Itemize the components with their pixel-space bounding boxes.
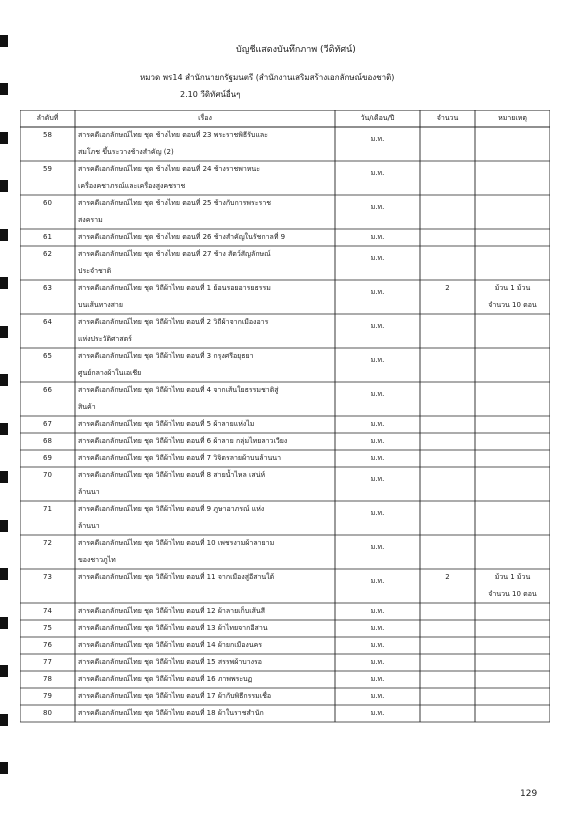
row-date: ม.ท. [370, 577, 385, 585]
row-date: ม.ท. [370, 624, 385, 632]
row-title-line1: สารคดีเอกลักษณ์ไทย ชุด วิถีผ้าไทย ตอนที่ 12 ผ้าลายเก็บเส้นสี [78, 607, 265, 615]
page-title: บัญชีแสดงบันทึกภาพ (วีดิทัศน์) [236, 45, 356, 55]
row-note-line2: จำนวน 10 ตอน [488, 590, 537, 598]
records-table [20, 110, 550, 773]
row-qty: 2 [445, 284, 450, 292]
binding-mark [0, 277, 8, 289]
binding-mark [0, 374, 8, 386]
row-title-line2: เครื่องคชาภรณ์และเครื่องสูงคชราช [78, 182, 186, 190]
row-title-line1: สารคดีเอกลักษณ์ไทย ชุด วิถีผ้าไทย ตอนที่ 10 เพชรงามผ้าลายาม [78, 539, 275, 547]
row-number: 69 [43, 454, 52, 462]
row-number: 71 [43, 505, 52, 513]
row-number: 79 [43, 692, 52, 700]
row-title-line1: สารคดีเอกลักษณ์ไทย ชุด วิถีผ้าไทย ตอนที่ 2 วิถีผ้าจากเมืองอาร [78, 318, 269, 326]
row-title-line2: ของชาวภูไท [78, 556, 116, 564]
row-note-line1: ม้วน 1 ม้วน [494, 573, 531, 581]
binding-mark [0, 762, 8, 774]
row-number: 72 [43, 539, 52, 547]
row-date: ม.ท. [370, 233, 385, 241]
row-title-line2: ประจำชาติ [78, 267, 112, 275]
row-date: ม.ท. [370, 254, 385, 262]
row-title-line1: สารคดีเอกลักษณ์ไทย ชุด วิถีผ้าไทย ตอนที่ 1 ย้อนรอยอารยธรรม [78, 284, 271, 292]
row-date: ม.ท. [370, 390, 385, 398]
row-title-line1: สารคดีเอกลักษณ์ไทย ชุด วิถีผ้าไทย ตอนที่ 16 ภาพพระบฏ [78, 675, 253, 683]
binding-mark [0, 132, 8, 144]
binding-mark [0, 665, 8, 677]
row-number: 61 [43, 233, 52, 241]
header-no: ลำดับที่ [36, 114, 59, 122]
binding-mark [0, 180, 8, 192]
header-remarks: หมายเหตุ [498, 114, 527, 122]
row-title-line1: สารคดีเอกลักษณ์ไทย ชุด วิถีผ้าไทย ตอนที่ 5 ผ้าลายแห่งไม [78, 420, 255, 428]
binding-mark [0, 520, 8, 532]
row-title-line1: สารคดีเอกลักษณ์ไทย ชุด วิถีผ้าไทย ตอนที่ 14 ผ้ายกเมืองนคร [78, 641, 263, 649]
row-date: ม.ท. [370, 692, 385, 700]
row-number: 74 [43, 607, 52, 615]
row-date: ม.ท. [370, 322, 385, 330]
binding-mark [0, 423, 8, 435]
row-date: ม.ท. [370, 543, 385, 551]
page-number: 129 [520, 789, 538, 799]
row-title-line1: สารคดีเอกลักษณ์ไทย ชุด วิถีผ้าไทย ตอนที่ 17 ผ้ากับพิธีกรรมเชื่อ [78, 692, 272, 700]
row-title-line2: บนเส้นทางสาย [78, 301, 123, 309]
row-date: ม.ท. [370, 675, 385, 683]
row-date: ม.ท. [370, 607, 385, 615]
row-title-line2: สินค้า [78, 403, 96, 411]
row-title-line2: แห่งประวัติศาสตร์ [78, 335, 132, 343]
row-number: 62 [43, 250, 52, 258]
binding-mark [0, 326, 8, 338]
binding-mark [0, 83, 8, 95]
row-title-line1: สารคดีเอกลักษณ์ไทย ชุด วิถีผ้าไทย ตอนที่ 8 สายน้ำไหล เสน่ห์ [78, 471, 266, 479]
row-number: 73 [43, 573, 52, 581]
row-title-line2: ล้านนา [78, 488, 100, 496]
row-date: ม.ท. [370, 203, 385, 211]
header-qty: จำนวน [436, 114, 459, 122]
row-number: 64 [43, 318, 52, 326]
row-date: ม.ท. [370, 135, 385, 143]
row-number: 63 [43, 284, 52, 292]
row-note-line1: ม้วน 1 ม้วน [494, 284, 531, 292]
row-title-line1: สารคดีเอกลักษณ์ไทย ชุด ช้างไทย ตอนที่ 26 ช้างสำคัญในรัชกาลที่ 9 [78, 233, 286, 241]
row-number: 75 [43, 624, 52, 632]
row-date: ม.ท. [370, 658, 385, 666]
row-note-line2: จำนวน 10 ตอน [488, 301, 537, 309]
row-title-line1: สารคดีเอกลักษณ์ไทย ชุด วิถีผ้าไทย ตอนที่ 9 ภูษาอาภรณ์ แห่ง [78, 505, 265, 513]
binding-mark [0, 617, 8, 629]
row-date: ม.ท. [370, 641, 385, 649]
row-number: 77 [43, 658, 52, 666]
row-number: 78 [43, 675, 52, 683]
header-date: วัน/เดือน/ปี [360, 114, 395, 122]
row-date: ม.ท. [370, 475, 385, 483]
binding-mark [0, 714, 8, 726]
binding-mark [0, 35, 8, 47]
row-number: 65 [43, 352, 52, 360]
row-date: ม.ท. [370, 709, 385, 717]
row-title-line2: สงคราม [78, 216, 103, 224]
row-number: 70 [43, 471, 52, 479]
row-title-line1: สารคดีเอกลักษณ์ไทย ชุด วิถีผ้าไทย ตอนที่ 6 ผ้าลาย กลุ่มไทยลาวเวียง [78, 437, 288, 445]
category-heading: หมวด พร14 สำนักนายกรัฐมนตรี (สำนักงานเสริมสร้างเอกลักษณ์ของชาติ) [140, 73, 395, 82]
row-title-line1: สารคดีเอกลักษณ์ไทย ชุด วิถีผ้าไทย ตอนที่ 13 ผ้าไทยจากอีสาน [78, 624, 268, 632]
row-number: 59 [43, 165, 52, 173]
row-title-line2: สมโภช ขึ้นระวางช้างสำคัญ (2) [78, 148, 174, 156]
row-number: 60 [43, 199, 52, 207]
row-title-line2: ล้านนา [78, 522, 100, 530]
row-number: 67 [43, 420, 52, 428]
row-title-line1: สารคดีเอกลักษณ์ไทย ชุด วิถีผ้าไทย ตอนที่ 3 กรุงศรีอยุธยา [78, 352, 254, 360]
row-date: ม.ท. [370, 509, 385, 517]
row-title-line1: สารคดีเอกลักษณ์ไทย ชุด ช้างไทย ตอนที่ 24 ช้างราชพาหนะ [78, 165, 260, 173]
header-title: เรื่อง [198, 114, 212, 122]
binding-mark [0, 229, 8, 241]
row-number: 76 [43, 641, 52, 649]
row-date: ม.ท. [370, 288, 385, 296]
row-title-line1: สารคดีเอกลักษณ์ไทย ชุด วิถีผ้าไทย ตอนที่ 4 จากเส้นใยธรรมชาติสู่ [78, 386, 279, 394]
row-number: 68 [43, 437, 52, 445]
binding-mark [0, 568, 8, 580]
row-qty: 2 [445, 573, 450, 581]
row-date: ม.ท. [370, 437, 385, 445]
row-title-line2: ศูนย์กลางผ้าในเอเชีย [78, 369, 142, 377]
row-date: ม.ท. [370, 454, 385, 462]
row-title-line1: สารคดีเอกลักษณ์ไทย ชุด ช้างไทย ตอนที่ 23 พระราชพิธีรับและ [78, 131, 268, 139]
subgroup-heading: 2.10 วีดิทัศน์อื่นๆ [180, 90, 241, 99]
row-date: ม.ท. [370, 356, 385, 364]
row-title-line1: สารคดีเอกลักษณ์ไทย ชุด วิถีผ้าไทย ตอนที่ 7 วิจิตรลายผ้าบนล้านนา [78, 454, 282, 462]
row-title-line1: สารคดีเอกลักษณ์ไทย ชุด ช้างไทย ตอนที่ 27 ช้าง สัตว์สัญลักษณ์ [78, 250, 271, 258]
row-title-line1: สารคดีเอกลักษณ์ไทย ชุด วิถีผ้าไทย ตอนที่ 15 สรรพผ้าบางรอ [78, 658, 263, 666]
row-title-line1: สารคดีเอกลักษณ์ไทย ชุด วิถีผ้าไทย ตอนที่ 18 ผ้าในราชสำนัก [78, 709, 264, 717]
row-date: ม.ท. [370, 169, 385, 177]
row-number: 66 [43, 386, 52, 394]
binding-mark [0, 471, 8, 483]
row-date: ม.ท. [370, 420, 385, 428]
row-number: 80 [43, 709, 52, 717]
row-title-line1: สารคดีเอกลักษณ์ไทย ชุด วิถีผ้าไทย ตอนที่ 11 จากเมืองสู่อีสานใต้ [78, 573, 275, 581]
row-title-line1: สารคดีเอกลักษณ์ไทย ชุด ช้างไทย ตอนที่ 25 ช้างกับการพระราช [78, 199, 271, 207]
row-number: 58 [43, 131, 52, 139]
